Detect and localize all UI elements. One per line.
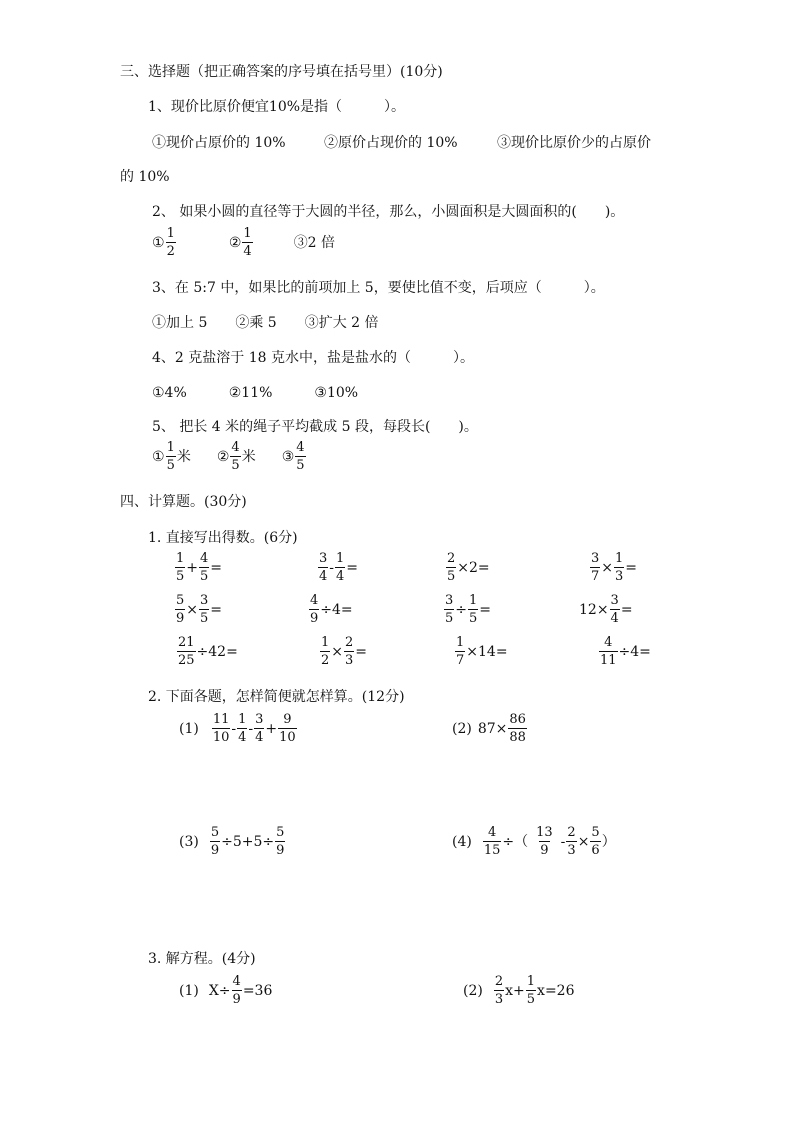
q5-option-3-marker: ③ bbox=[281, 448, 295, 465]
section4-title: 四、计算题。(30分) bbox=[120, 494, 247, 510]
calc-r1c2: 3 4 - $\frac{1}{4}$ = bbox=[319, 551, 359, 584]
part2-title: 2. 下面各题，怎样简便就怎样算。(12分) bbox=[148, 689, 405, 705]
calc-r1c4: $\frac{3}{7}$ × $\frac{1}{3}$ = bbox=[591, 551, 638, 584]
calc-r1c1: 1 5 + $\frac{4}{5}$ = bbox=[176, 551, 223, 584]
q2-option-3: ③2 倍 bbox=[293, 234, 336, 251]
q5-option-1-marker: ① bbox=[152, 448, 165, 465]
simplify-expr-2: (2) 87× $\frac{86}{88}$ bbox=[452, 712, 526, 745]
calc-r1c3: $\frac{2}{5}$ ×2= bbox=[447, 551, 490, 584]
q5-option-2-unit: 米 bbox=[241, 448, 256, 465]
section3-title: 三、选择题（把正确答案的序号填在括号里）(10分) bbox=[120, 64, 443, 80]
q1-option-3: ③现价比原价少的占原价 bbox=[497, 135, 651, 151]
q1-stem: 1、现价比原价便宜10%是指（ ）。 bbox=[148, 99, 406, 115]
q5-option-1-fraction: 1 5 bbox=[166, 440, 175, 473]
q1-option-1: ①现价占原价的 10% bbox=[152, 135, 286, 151]
calc-r2c3: $\frac{3}{5}$ ÷ $\frac{1}{5}$ = bbox=[445, 593, 492, 626]
q3-options: ①加上 5 ②乘 5 ③扩大 2 倍 bbox=[152, 315, 379, 331]
simplify-expr-4: (4) $\frac{4}{15}$ ÷（ 13 9 - $\frac{2}{3}$ × $\frac{5}{6}$ ） bbox=[452, 825, 616, 858]
calc-r3c3: $\frac{1}{7}$ ×14= bbox=[456, 635, 508, 668]
part1-title: 1. 直接写出得数。(6分) bbox=[148, 530, 298, 546]
q4-options: ①4% ②11% ③10% bbox=[152, 385, 359, 401]
q2-option-1-marker: ① bbox=[152, 234, 165, 251]
q5-options bbox=[152, 441, 307, 472]
calc-r2c4: 12× $\frac{3}{4}$ = bbox=[579, 593, 633, 626]
calc-r3c2: $\frac{1}{2}$ × $\frac{2}{3}$ = bbox=[321, 635, 368, 668]
q4-stem: 4、2 克盐溶于 18 克水中，盐是盐水的（ ）。 bbox=[152, 350, 474, 366]
q5-option-1-unit: 米 bbox=[176, 448, 191, 465]
part3-title: 3. 解方程。(4分) bbox=[148, 951, 256, 967]
q5-option-2-fraction: 4 5 bbox=[231, 440, 240, 473]
calc-r2c1: $\frac{5}{9}$ × $\frac{3}{5}$ = bbox=[176, 593, 223, 626]
equation-1: (1) X÷ $\frac{4}{9}$ =36 bbox=[179, 974, 273, 1007]
q3-stem: 3、在 5:7 中，如果比的前项加上 5，要使比值不变，后项应（ ）。 bbox=[152, 280, 605, 296]
q5-option-3-fraction: 4 5 bbox=[296, 440, 305, 473]
q2-option-2-marker: ② bbox=[228, 234, 242, 251]
q2-option-1-fraction: 1 2 bbox=[166, 226, 175, 259]
simplify-expr-3: (3) $\frac{5}{9}$ ÷5+5÷ $\frac{5}{9}$ bbox=[179, 825, 285, 858]
q1-option-2: ②原价占现价的 10% bbox=[324, 135, 458, 151]
q2-stem: 2、 如果小圆的直径等于大圆的半径，那么，小圆面积是大圆面积的( )。 bbox=[152, 204, 625, 220]
simplify-expr-1: (1) 11 10 - 1 4 - 3 4 + $\frac{9}{10}$ bbox=[179, 712, 296, 745]
q1-option-3-continued: 的 10% bbox=[120, 169, 170, 185]
q5-stem: 5、 把长 4 米的绳子平均截成 5 段，每段长( )。 bbox=[152, 419, 478, 435]
equation-2: (2) 2 3 x+ $\frac{1}{5}$ x=26 bbox=[463, 974, 575, 1007]
calc-r3c1: $\frac{21}{25}$ ÷42= bbox=[178, 635, 238, 668]
calc-r2c2: $\frac{4}{9}$ ÷4= bbox=[310, 593, 353, 626]
calc-r3c4: $\frac{4}{11}$ ÷4= bbox=[600, 635, 651, 668]
q2-options bbox=[152, 227, 335, 258]
q2-option-2-fraction: 1 4 bbox=[243, 226, 252, 259]
q5-option-2-marker: ② bbox=[216, 448, 230, 465]
